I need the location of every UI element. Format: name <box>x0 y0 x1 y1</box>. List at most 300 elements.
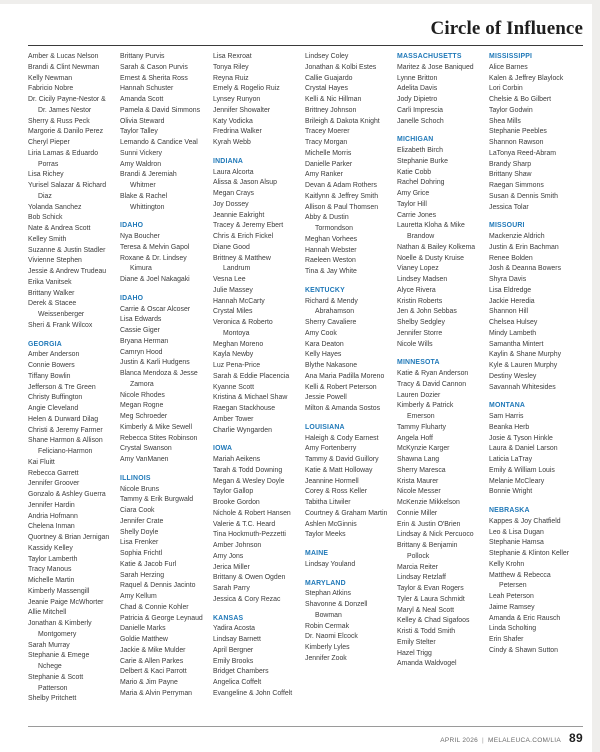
member-name: Renee Bolden <box>489 254 533 262</box>
section-spacer <box>305 278 395 286</box>
member-name: McKenzie Mikkelson <box>397 499 460 506</box>
member-name: Gonzalo & Ashley Guerra <box>28 491 106 498</box>
member-name: Erika Vanitsek <box>28 278 72 286</box>
member-name: Tabitha Litwiler <box>305 499 351 506</box>
member-name: Kelly Krohn <box>489 560 525 568</box>
member-name: Laura Alcorta <box>213 168 254 176</box>
member-name: Amy Cook <box>305 329 337 337</box>
member-name: Katie Cobb <box>397 168 432 176</box>
member-name: Erin Shafer <box>489 636 524 643</box>
member-name: Tammy Fluharty <box>397 423 447 431</box>
member-name: Laura & Daniel Larson <box>489 445 558 453</box>
member-name: Rebecca Garrett <box>28 469 79 477</box>
member-name: Liria Lamas & Eduardo <box>28 149 99 157</box>
member-name: Brandi & Clint Newman <box>28 63 100 71</box>
member-name: Kimberly & Mike Sewell <box>120 423 192 431</box>
member-name: Suzanne & Justin Stadler <box>28 246 106 254</box>
member-name: Corey & Ross Keller <box>305 488 368 496</box>
member-name: Sunni Vickery <box>120 149 163 157</box>
member-name: Angela Hoff <box>397 434 433 442</box>
member-name: Jackie Heredia <box>489 297 535 305</box>
state-heading: MISSOURI <box>489 222 525 230</box>
member-name: Veronica & Roberto <box>213 319 273 326</box>
member-name: Richard & Mendy <box>305 297 358 305</box>
member-name: Patricia & George Leynaud <box>120 614 203 622</box>
member-name: Mario & Jim Payne <box>120 679 178 686</box>
member-name: Taylor Meeks <box>305 531 346 539</box>
member-name: Chelsea Hulsey <box>489 319 538 326</box>
member-name: Tarah & Todd Downing <box>213 466 283 474</box>
member-name: Connie Bowers <box>28 362 75 369</box>
member-name: Lori Corbin <box>489 85 523 93</box>
member-name: Milton & Amanda Sostos <box>305 405 381 412</box>
member-name: Matthew & Rebecca <box>489 571 551 579</box>
footer-rule <box>28 726 583 727</box>
member-name-continued: Porras <box>38 160 59 168</box>
state-heading: KANSAS <box>213 614 244 622</box>
member-name: Charlie Wyngarden <box>213 426 272 434</box>
member-name: Abby & Dustin <box>305 214 349 222</box>
member-name: Brooke Gordon <box>213 499 260 506</box>
member-name: Linda Scholting <box>489 625 537 633</box>
member-name: Jessie & Andrew Trudeau <box>28 268 107 275</box>
title-rule <box>28 45 583 46</box>
member-name-continued: Montgomery <box>38 630 77 638</box>
member-name: Alyce Rivera <box>397 286 436 294</box>
member-name: Danielle Parker <box>305 160 353 168</box>
member-name: Laticia LaTray <box>489 456 533 463</box>
state-heading: NEBRASKA <box>489 507 530 514</box>
section-spacer <box>489 393 579 401</box>
member-name: Erin & Justin O'Brien <box>397 520 461 528</box>
member-name: Tammy & David Guillory <box>305 456 379 463</box>
member-name: Vesna Lee <box>213 276 246 283</box>
state-heading: IDAHO <box>120 222 144 230</box>
member-name-continued: Petersen <box>499 582 527 590</box>
member-name: Tyler & Laura Schmidt <box>397 595 465 603</box>
member-name: Cindy & Shawn Sutton <box>489 646 558 654</box>
member-name: Kristin Roberts <box>397 297 443 305</box>
member-name: Jennifer Groover <box>28 480 80 488</box>
page-title: Circle of Influence <box>430 18 583 39</box>
member-name: Yurisel Salazar & Richard <box>28 182 107 189</box>
member-name: Hazel Trigg <box>397 649 432 657</box>
member-name: Nate & Andrea Scott <box>28 225 91 232</box>
member-name-continued: Brandow <box>407 233 435 240</box>
member-name: Brandi & Jeremiah <box>120 171 177 179</box>
member-name: Stephanie Burke <box>397 157 448 165</box>
member-name: Brileigh & Dakota Knight <box>305 117 380 125</box>
member-name: Chad & Connie Kohler <box>120 603 189 611</box>
member-name: Stephan Atkins <box>305 590 351 598</box>
member-name: Katie & Jacob Furl <box>120 560 177 568</box>
member-name: Lisa Edwards <box>120 316 162 324</box>
member-name-continued: Patterson <box>38 684 68 692</box>
member-name: Jessie Powell <box>305 394 347 402</box>
member-name: Mariah Aeikens <box>213 456 261 463</box>
name-column-1 <box>28 52 118 705</box>
member-name: Shane Harmon & Allison <box>28 437 103 445</box>
member-name: Amanda & Eric Rausch <box>489 614 561 622</box>
member-name-continued: Whitmer <box>130 182 156 189</box>
member-name-continued: Abrahamson <box>315 308 355 316</box>
state-heading: IOWA <box>213 445 233 453</box>
member-name: Sophia Frichtl <box>120 550 163 557</box>
section-spacer <box>120 213 210 221</box>
state-heading: MICHIGAN <box>397 136 434 144</box>
member-name: Jefferson & Tre Green <box>28 383 96 391</box>
member-name: Kelley Smith <box>28 235 67 243</box>
footer-date: APRIL 2026 <box>440 737 479 744</box>
member-name: Blanca Mendoza & Jesse <box>120 370 198 377</box>
member-name: Melanie McCleary <box>489 477 545 485</box>
member-name: Nicole Rhodes <box>120 391 165 399</box>
member-name: Raquel & Dennis Jacinto <box>120 582 196 590</box>
section-spacer <box>305 571 395 579</box>
member-name: Stephanie & Emege <box>28 652 90 660</box>
member-name-continued: Emerson <box>407 413 435 420</box>
member-name: Alice Barnes <box>489 63 528 71</box>
member-name: Lindsay Retzlaff <box>397 574 446 582</box>
member-name: Brittany Walker <box>28 289 75 297</box>
member-name: Lynne Britton <box>397 74 438 82</box>
member-name: Kayla Newby <box>213 351 254 359</box>
member-name: Michelle Morris <box>305 149 352 157</box>
member-name: Joy Dossey <box>213 200 249 208</box>
section-spacer <box>305 541 395 549</box>
member-name: Tracy Morgan <box>305 139 348 146</box>
member-name: Emily Brooks <box>213 657 254 665</box>
member-name: Adelita Davis <box>397 85 438 93</box>
section-spacer <box>213 606 303 614</box>
member-name: Amy Ranker <box>305 171 343 179</box>
member-name: Andria Hofmann <box>28 512 78 520</box>
member-name: Justin & Karli Hudgens <box>120 359 190 367</box>
member-name: Jessica & Cory Rezac <box>213 595 281 603</box>
member-name: Tina & Jay White <box>305 268 357 275</box>
member-name: Hannah Webster <box>305 246 357 254</box>
state-heading: MASSACHUSETTS <box>397 53 462 60</box>
member-name: Raeleen Weston <box>305 257 356 265</box>
member-name-continued: Tormondson <box>315 225 353 232</box>
member-name: Lindsay Barnett <box>213 636 261 643</box>
state-heading: MISSISSIPPI <box>489 53 533 60</box>
member-name: Sherry Cavaliere <box>305 319 357 326</box>
member-name-continued: Kimura <box>130 265 152 273</box>
member-name: Shawna Lang <box>397 456 440 463</box>
member-name: Jennifer Hardin <box>28 501 75 509</box>
member-name: Kimberly Lyles <box>305 644 350 651</box>
member-name-continued: Nchege <box>38 663 62 670</box>
state-heading: MARYLAND <box>305 579 346 587</box>
name-column-6 <box>489 52 579 657</box>
member-name: Josie & Tyson Hinkle <box>489 434 553 442</box>
member-name: Kaylin & Shane Murphy <box>489 351 562 359</box>
state-heading: ILLINOIS <box>120 474 151 482</box>
member-name: Justin & Erin Bachman <box>489 243 559 251</box>
member-name: Goldie Matthew <box>120 636 168 643</box>
member-name: Nya Boucher <box>120 233 160 240</box>
member-name: Haleigh & Cody Earnest <box>305 434 379 442</box>
member-name: Jeannine Hormell <box>305 477 359 485</box>
member-name: Fredrina Walker <box>213 128 262 136</box>
member-name: Taylor Godwin <box>489 106 533 114</box>
section-spacer <box>213 149 303 157</box>
member-name: Jeanie Paige McWhorter <box>28 598 104 606</box>
member-name: Katie & Matt Holloway <box>305 466 373 474</box>
state-heading: MONTANA <box>489 402 526 410</box>
member-name: Hannah McCarty <box>213 297 265 305</box>
member-name: Raegan Simmons <box>489 182 544 189</box>
member-name: Tiffany Bowlin <box>28 372 71 380</box>
member-name: Nicole Wills <box>397 340 433 348</box>
member-name: Susan & Dennis Smith <box>489 192 558 200</box>
member-name: Tonya Riley <box>213 63 249 71</box>
member-name: Amber & Lucas Nelson <box>28 53 99 60</box>
page-number: 89 <box>569 731 583 745</box>
member-name: Sherry & Russ Peck <box>28 117 90 125</box>
member-name: Alissa & Jason Alsup <box>213 179 277 187</box>
member-name: Teresa & Melvin Gapol <box>120 243 190 251</box>
member-name: Brittany & Benjamin <box>397 542 458 549</box>
member-name: Carrie Jones <box>397 211 437 219</box>
right-border <box>592 0 600 752</box>
member-name: Bryana Herman <box>120 337 169 345</box>
member-name: Samantha Mintert <box>489 340 544 348</box>
section-spacer <box>489 213 579 221</box>
member-name: Megan & Wesley Doyle <box>213 477 285 485</box>
member-name: Meghan Vorhees <box>305 235 358 243</box>
member-name: Pamela & David Simmons <box>120 106 201 114</box>
member-name: Lemando & Candice Veal <box>120 139 198 146</box>
member-name: Carie & Allen Parkes <box>120 657 184 665</box>
member-name: Tracey & Jeremy Ebert <box>213 222 284 230</box>
member-name: Kelly Hayes <box>305 351 342 359</box>
member-name: Amy Fortenberry <box>305 445 357 453</box>
member-name: Ashlen McGinnis <box>305 520 357 528</box>
member-name-continued: Feliciano-Harmon <box>38 448 93 455</box>
member-name: Ana Maria Padilla Moreno <box>305 372 385 380</box>
member-name: Helen & Durward Dilag <box>28 415 99 423</box>
member-name: Kelli & Robert Peterson <box>305 383 377 391</box>
state-heading: LOUISIANA <box>305 423 345 431</box>
member-name: Stephanie & Klinton Keller <box>489 550 570 557</box>
member-name: Sherry Maresca <box>397 466 446 474</box>
member-name: Kaitlynn & Jeffrey Smith <box>305 192 379 200</box>
member-name: Stephanie Hamsa <box>489 539 544 547</box>
member-name: Brittney Johnson <box>305 106 357 114</box>
member-name-continued: Weissenberger <box>38 311 85 318</box>
member-name: Evangeline & John Coffelt <box>213 689 293 697</box>
member-name: Kimberly & Patrick <box>397 402 454 410</box>
member-name: Crystal Miles <box>213 308 253 316</box>
member-name: Hannah Schuster <box>120 85 174 93</box>
member-name: Kara Deaton <box>305 340 344 348</box>
state-heading: INDIANA <box>213 157 244 165</box>
member-name: Shelby Sedgley <box>397 319 445 326</box>
member-name: Beanka Herb <box>489 423 530 431</box>
member-name: Taylor Hill <box>397 200 427 208</box>
section-spacer <box>489 498 579 506</box>
member-name: Amber Tower <box>213 415 254 423</box>
member-name: Yolanda Sanchez <box>28 203 82 211</box>
member-name: Nicole Bruns <box>120 485 160 493</box>
member-name: Jennifer Zook <box>305 654 347 662</box>
member-name: Angelica Coffelt <box>213 679 262 686</box>
member-name: Raegan Stackhouse <box>213 405 276 412</box>
member-name: Chelsie & Bo Gilbert <box>489 96 552 103</box>
member-name: Meg Schroeder <box>120 413 168 420</box>
member-name: Tracy Manous <box>28 566 72 574</box>
member-name: Quortney & Brian Jernigan <box>28 534 110 541</box>
member-name: Callie Guajardo <box>305 74 353 82</box>
member-name: Meghan Moreno <box>213 340 264 348</box>
section-spacer <box>120 286 210 294</box>
member-name: Lauren Dozier <box>397 391 441 399</box>
member-name: Allison & Paul Thomsen <box>305 203 379 211</box>
member-name: Amy Jons <box>213 552 244 560</box>
member-name: Dr. Naomi Elcock <box>305 633 358 641</box>
member-name: Shelby Pritchett <box>28 695 77 703</box>
name-column-4 <box>305 52 395 665</box>
member-name: Kristina & Michael Shaw <box>213 394 288 402</box>
name-column-5 <box>397 52 487 670</box>
member-name: Tracey Moerer <box>305 128 350 136</box>
member-name: Taylor & Evan Rogers <box>397 585 464 592</box>
member-name: Amanda Waldvogel <box>397 660 457 668</box>
member-name: Kyrah Webb <box>213 139 251 146</box>
member-name: Christy Buffington <box>28 394 83 402</box>
member-name: Nicole Messer <box>397 488 441 496</box>
member-name: Kappes & Joy Chatfield <box>489 517 561 525</box>
member-name: Bob Schick <box>28 214 63 222</box>
member-name: Jonathan & Kolbi Estes <box>305 63 377 71</box>
member-name: Kyle & Lauren Murphy <box>489 362 558 369</box>
member-name: Lisa Richey <box>28 171 64 179</box>
member-name: Lindsay Youland <box>305 560 356 568</box>
member-name-continued: Landrum <box>223 265 251 273</box>
member-name: Taylor Gallop <box>213 488 254 496</box>
member-name: Ernest & Sherita Ross <box>120 74 188 82</box>
member-name: Mackenzie Aldrich <box>489 233 545 240</box>
member-name: Savannah Whitesides <box>489 383 556 391</box>
member-name: Destiny Wesley <box>489 372 537 380</box>
member-name: Crystal Hayes <box>305 85 348 93</box>
member-name: Shea Mills <box>489 117 521 125</box>
member-name: Devan & Adam Rothers <box>305 182 378 189</box>
member-name: Jerica Miller <box>213 563 250 571</box>
member-name: Kassidy Kelley <box>28 544 73 552</box>
member-name: Stephanie Peebles <box>489 128 547 136</box>
member-name: Jessica Tolar <box>489 203 529 211</box>
member-name-continued: Bowman <box>315 611 342 619</box>
member-name: Danielle Marks <box>120 625 166 633</box>
member-name: Mindy Lambeth <box>489 329 537 337</box>
member-name: Chris & Erich Fickel <box>213 233 274 240</box>
member-name: Maritez & Jose Baniqued <box>397 63 474 71</box>
member-name: Leo & Lisa Dugan <box>489 528 544 536</box>
member-name: Lindsey Madsen <box>397 276 448 283</box>
member-name: Jeannie Eakright <box>213 211 265 219</box>
member-name: Megan Rogne <box>120 402 164 410</box>
member-name: Jennifer Showalter <box>213 106 271 114</box>
member-name-continued: Diaz <box>38 192 52 200</box>
footer-site[interactable]: MELALEUCA.COM/LIA <box>488 737 562 744</box>
member-name: Valerie & T.C. Heard <box>213 520 276 528</box>
member-name: Kelli & Nic Hillman <box>305 96 362 103</box>
member-name: Kalen & Jeffrey Blaylock <box>489 74 564 82</box>
member-name: Sarah Herzing <box>120 571 165 579</box>
member-name-continued: Pollock <box>407 552 430 560</box>
member-name-continued: Whittington <box>130 203 165 211</box>
member-name: Ciara Cook <box>120 507 155 514</box>
member-name: Kristi & Todd Smith <box>397 628 456 635</box>
member-name: Rebecca Stites Robinson <box>120 434 198 442</box>
member-name: Cassie Giger <box>120 327 160 334</box>
member-name: Julie Massey <box>213 286 253 294</box>
member-name: Krista Maurer <box>397 477 439 485</box>
member-name: Stephanie & Scott <box>28 673 84 681</box>
member-name: Sarah & Cason Purvis <box>120 63 188 71</box>
member-name: Dr. Cicily Payne-Nestor & <box>28 96 106 103</box>
member-name: Nathan & Bailey Kolkema <box>397 243 476 251</box>
member-name: Noelle & Dusty Kruise <box>397 254 465 262</box>
member-name: Leah Peterson <box>489 593 534 600</box>
state-heading: GEORGIA <box>28 340 62 348</box>
section-spacer <box>213 436 303 444</box>
member-name: Jen & John Sebbas <box>397 308 457 316</box>
member-name: Lindsay & Nick Percuoco <box>397 531 474 539</box>
member-name: Shannon Rawson <box>489 139 544 146</box>
member-name: Crystal Swanson <box>120 445 172 453</box>
member-name: Jaime Ramsey <box>489 603 535 611</box>
member-name: Sam Harris <box>489 413 524 420</box>
member-name: Sarah Parry <box>213 585 250 592</box>
member-name: Vivienne Stephen <box>28 257 82 265</box>
member-name: Shyra Davis <box>489 276 527 283</box>
member-name: Maryl & Neal Scott <box>397 606 455 614</box>
member-name: Katy Vodicka <box>213 117 253 125</box>
member-name: Amanda Scott <box>120 96 164 103</box>
member-name: Brittany & Owen Ogden <box>213 574 286 582</box>
member-name: Carrie & Oscar Alcoser <box>120 305 191 313</box>
member-name: Yadira Acosta <box>213 625 256 633</box>
member-name: Camryn Hood <box>120 348 163 356</box>
member-name: Delbert & Kaci Parrott <box>120 668 187 676</box>
member-name: Emily Stelter <box>397 638 436 646</box>
member-name: Lynsey Runyon <box>213 96 261 103</box>
page-footer <box>440 731 583 745</box>
section-spacer <box>28 332 118 340</box>
member-name: Shavonne & Donzell <box>305 601 368 608</box>
member-name: Taylor Talley <box>120 128 158 136</box>
member-name: Amber Anderson <box>28 351 80 359</box>
member-name: Shannon Hill <box>489 308 529 316</box>
member-name: Marcia Reiter <box>397 563 438 571</box>
name-column-2 <box>120 52 210 700</box>
member-name-continued: Dr. James Nestor <box>38 106 92 114</box>
member-name: Kelley & Chad Sigafoos <box>397 617 470 625</box>
member-name: Bonnie Wright <box>489 488 533 496</box>
member-name: Diane & Joel Nakagaki <box>120 276 190 283</box>
member-name: Lauretta Kloha & Mike <box>397 222 465 230</box>
member-name: Jennifer Storre <box>397 329 443 337</box>
member-name: Jackie & Mike Mulder <box>120 646 186 654</box>
member-name: Lisa Frenker <box>120 539 159 547</box>
member-name: Lindsey Coley <box>305 53 349 60</box>
member-name: Fabricio Nobre <box>28 85 74 93</box>
member-name: Blythe Nakasone <box>305 362 358 369</box>
